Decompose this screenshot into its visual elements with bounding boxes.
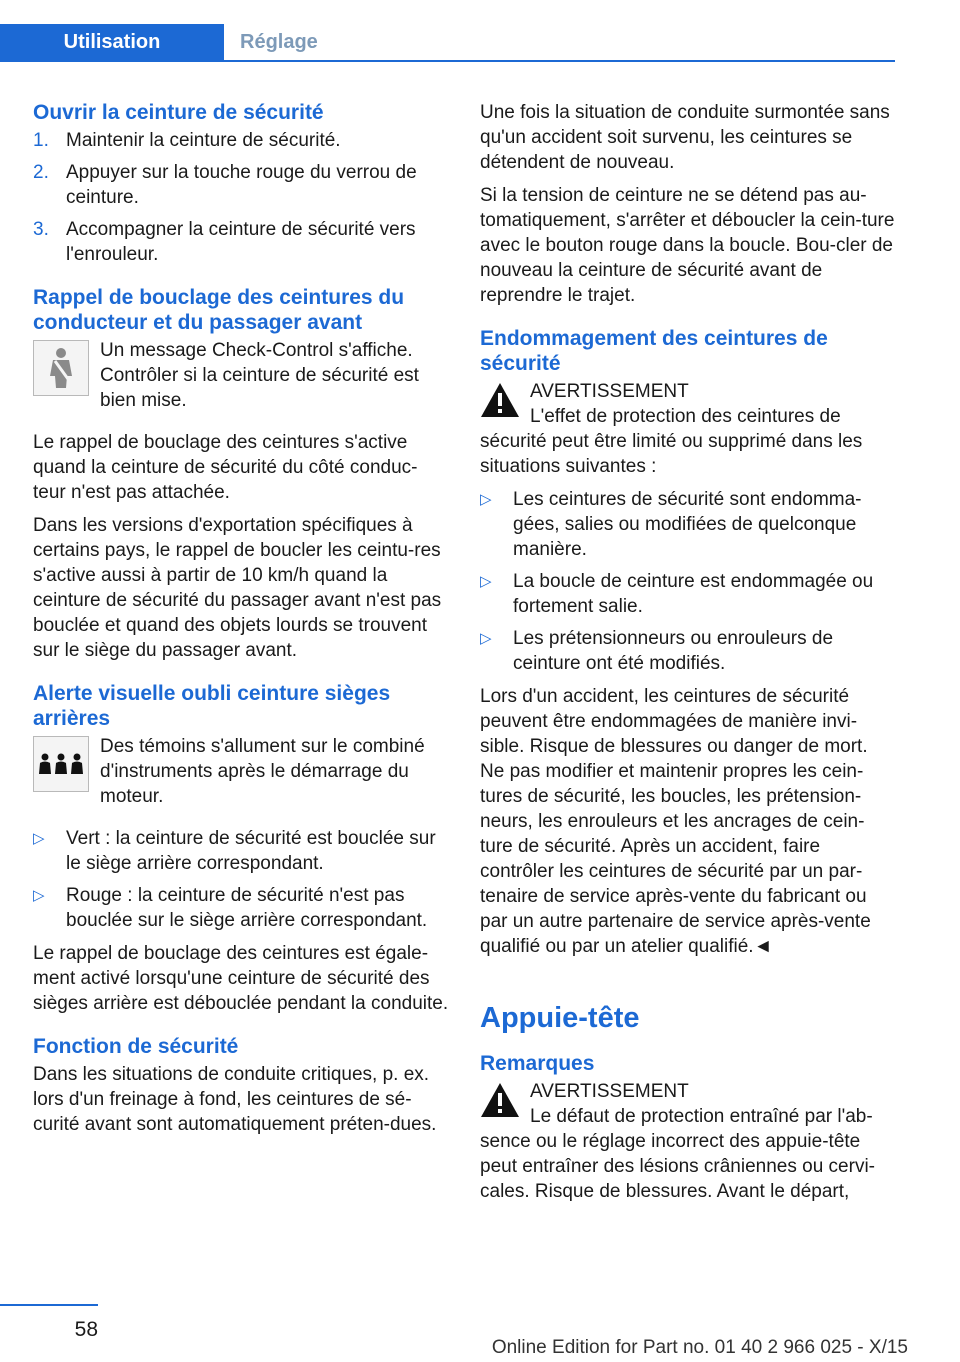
footer-rule xyxy=(0,1304,98,1306)
list-item xyxy=(33,826,450,876)
heading-endommagement: Endommagement des ceintures de sécurité xyxy=(480,327,828,375)
seatbelt-warning-icon xyxy=(33,340,89,396)
check-control-text: Un message Check-Control s'affiche. Contrôler si la ceinture de sécurité est bien mise. xyxy=(100,340,419,411)
list-text: Les prétensionneurs ou enrouleurs de ceinture ont été modifiés. xyxy=(513,628,834,674)
triangle-bullet-icon: ▷ xyxy=(33,830,45,847)
triangle-bullet-icon: ▷ xyxy=(480,573,492,590)
steps-list xyxy=(33,128,450,267)
heading-ouvrir-ceinture: Ouvrir la ceinture de sécurité xyxy=(33,101,324,124)
triangle-bullet-icon: ▷ xyxy=(480,491,492,508)
step-number: 3. xyxy=(33,219,49,240)
list-item xyxy=(480,626,895,676)
paragraph: Dans les versions d'exportation spécifiques à certains pays, le rappel de boucler les ceintu-res s'active aussi à partir de 10 km/h quand la ceinture de sécurité du passager avant n'est pas bouclée et quand des objets lourds se trouvent sur le siège du passager avant. xyxy=(33,515,442,661)
heading-remarques: Remarques xyxy=(480,1052,595,1075)
list-item xyxy=(33,217,450,267)
warning-block xyxy=(480,379,895,479)
warning-text: L'effet de protection des ceintures de sécurité peut être limité ou supprimé dans les situations suivantes : xyxy=(480,406,863,477)
list-item xyxy=(33,883,450,933)
check-control-note xyxy=(33,338,450,422)
page-number: 58 xyxy=(74,1318,98,1341)
header-tabbar xyxy=(0,24,895,62)
step-text: Maintenir la ceinture de sécurité. xyxy=(66,130,341,151)
list-text: La boucle de ceinture est endommagée ou fortement salie. xyxy=(513,571,874,617)
right-column xyxy=(480,100,895,1212)
step-number: 1. xyxy=(33,130,49,151)
list-text: Vert : la ceinture de sécurité est bouclée sur le siège arrière correspondant. xyxy=(66,828,436,874)
damage-list xyxy=(480,487,895,676)
rear-belt-note xyxy=(33,734,450,818)
list-text: Rouge : la ceinture de sécurité n'est pas bouclée sur le siège arrière correspondant. xyxy=(66,885,428,931)
step-number: 2. xyxy=(33,162,49,183)
step-text: Appuyer sur la touche rouge du verrou de ceinture. xyxy=(66,162,417,208)
triangle-bullet-icon: ▷ xyxy=(480,630,492,647)
chapter-title-appuie-tete: Appuie-tête xyxy=(480,1002,640,1034)
paragraph: Le rappel de bouclage des ceintures est égale-ment activé lorsqu'une ceinture de sécurité des sièges arrière est débouclée pendant la conduite. xyxy=(33,943,449,1014)
paragraph: Le rappel de bouclage des ceintures s'active quand la ceinture de sécurité du côté conduc-teur n'est pas attachée. xyxy=(33,432,418,503)
warning-title: AVERTISSEMENT xyxy=(530,381,689,402)
rear-seats-icon xyxy=(33,736,89,792)
tab-reglage[interactable]: Réglage xyxy=(240,30,318,53)
heading-fonction-securite: Fonction de sécurité xyxy=(33,1035,239,1058)
paragraph: Une fois la situation de conduite surmontée sans qu'un accident soit survenu, les ceintures se détendent de nouveau. xyxy=(480,102,890,173)
left-column xyxy=(33,100,450,1145)
paragraph: Dans les situations de conduite critiques, p. ex. lors d'un freinage à fond, les ceintures de sé-curité avant sont automatiquement préten-dues. xyxy=(33,1064,437,1135)
paragraph: Si la tension de ceinture ne se détend pas au-tomatiquement, s'arrêter et déboucler la cein-ture avec le bouton rouge dans la boucle. Bou-cler de nouveau la ceinture de sécurité avant de reprendre le trajet. xyxy=(480,185,895,306)
heading-rappel-bouclage: Rappel de bouclage des ceintures du conducteur et du passager avant xyxy=(33,286,405,334)
warning-title: AVERTISSEMENT xyxy=(530,1081,689,1102)
list-item xyxy=(480,487,895,562)
rear-belt-text: Des témoins s'allument sur le combiné d'instruments après le démarrage du moteur. xyxy=(100,736,425,807)
warning-triangle-icon xyxy=(480,381,520,419)
list-item xyxy=(33,128,450,153)
heading-alerte-visuelle: Alerte visuelle oubli ceinture sièges arrières xyxy=(33,682,391,730)
edition-footer: Online Edition for Part no. 01 40 2 966 025 - X/15 xyxy=(491,1337,908,1358)
warning-text: Le défaut de protection entraîné par l'ab-sence ou le réglage incorrect des appuie-tête peut entraîner des lésions crâniennes ou cervi-cales. Risque de blessures. Avant le départ, xyxy=(480,1106,876,1202)
list-item xyxy=(33,160,450,210)
warning-triangle-icon xyxy=(480,1081,520,1119)
paragraph: Lors d'un accident, les ceintures de sécurité peuvent être endommagées de manière invi-sible. Risque de blessures ou danger de mort. Ne pas modifier et maintenir propres les cein-tures de sécurité, les boucles, les prétension-neurs, les enrouleurs et les ancrages de cein-ture de sécurité. Après un accident, faire contrôler les ceintures de sécurité par un par-tenaire de service après-vente du fabricant ou par un autre partenaire de service après-vente qualifié ou par un atelier qualifié.◄ xyxy=(480,686,871,957)
rear-belt-list xyxy=(33,826,450,933)
tab-utilisation[interactable]: Utilisation xyxy=(0,24,224,60)
warning-block xyxy=(480,1079,895,1204)
triangle-bullet-icon: ▷ xyxy=(33,887,45,904)
step-text: Accompagner la ceinture de sécurité vers l'enrouleur. xyxy=(66,219,416,265)
list-text: Les ceintures de sécurité sont endomma-gées, salies ou modifiées de quelconque manière. xyxy=(513,489,862,560)
list-item xyxy=(480,569,895,619)
